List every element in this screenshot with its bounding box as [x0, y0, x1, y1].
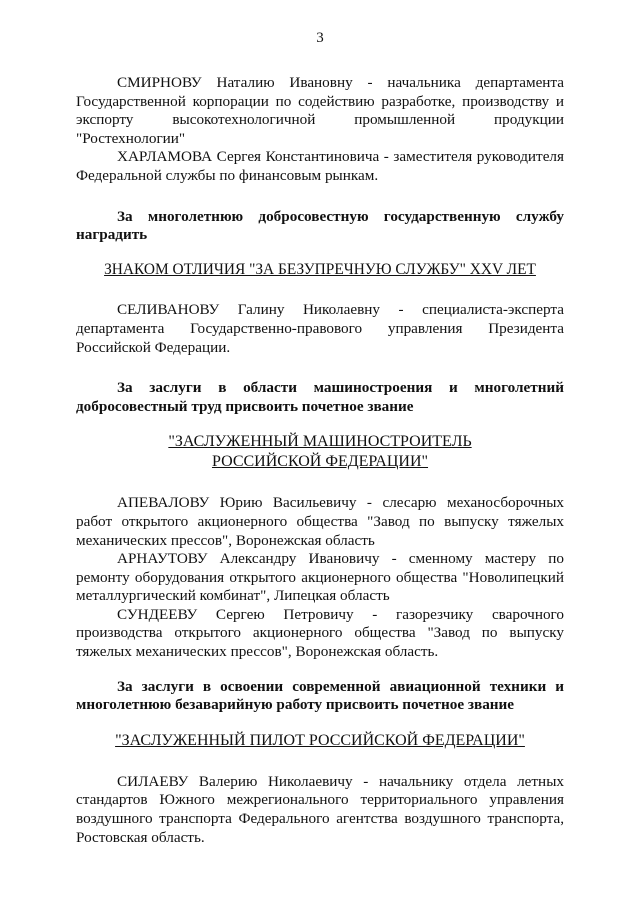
paragraph-sundeev: СУНДЕЕВУ Сергею Петровичу - газорезчику сварочного производства открытого акционерного общества "Завод по выпуску тяжелых механических прессов", Воронежская область. — [76, 605, 564, 661]
paragraph-smirnova: СМИРНОВУ Наталию Ивановну - начальника департамента Государственной корпорации по содействию разработке, производству и экспорту высокотехнологичной промышленной продукции "Ростехнологии" — [76, 74, 564, 147]
award-title-machine-builder-line2: РОССИЙСКОЙ ФЕДЕРАЦИИ" — [211, 453, 429, 471]
paragraph-apevalov: АПЕВАЛОВУ Юрию Васильевичу - слесарю механосборочных работ открытого акционерного общества "Завод по выпуску тяжелых механических прессов", Воронежская область — [76, 494, 564, 549]
document-body — [76, 74, 564, 847]
section-heading-state-service: За многолетнюю добросовестную государственную службу наградить — [76, 207, 564, 244]
paragraph-kharlamov: ХАРЛАМОВА Сергея Константиновича - заместителя руководителя Федеральной службы по финансовым рынкам. — [76, 148, 564, 184]
section-heading-machine-building: За заслуги в области машиностроения и многолетний добросовестный труд присвоить почетное звание — [76, 379, 564, 415]
section-heading-aviation: За заслуги в освоении современной авиационной техники и многолетнюю безаварийную работу присвоить почетное звание — [76, 677, 564, 714]
award-title-machine-builder-line1: "ЗАСЛУЖЕННЫЙ МАШИНОСТРОИТЕЛЬ — [168, 433, 472, 451]
page-number: 3 — [316, 30, 324, 46]
award-title-honored-pilot: "ЗАСЛУЖЕННЫЙ ПИЛОТ РОССИЙСКОЙ ФЕДЕРАЦИИ" — [115, 731, 525, 749]
paragraph-silaev: СИЛАЕВУ Валерию Николаевичу - начальнику отдела летных стандартов Южного межрегионального территориального управления воздушного транспорта Федерального агентства воздушного транспорта, Ростовская область. — [76, 772, 564, 846]
paragraph-selivanova: СЕЛИВАНОВУ Галину Николаевну - специалиста-эксперта департамента Государственно-правового управления Президента Российской Федерации. — [76, 301, 564, 356]
award-title-distinction-badge: ЗНАКОМ ОТЛИЧИЯ "ЗА БЕЗУПРЕЧНУЮ СЛУЖБУ" XXV ЛЕТ — [104, 260, 536, 278]
paragraph-arnautov: АРНАУТОВУ Александру Ивановичу - сменному мастеру по ремонту оборудования открытого акционерного общества "Новолипецкий металлургический комбинат", Липецкая область — [76, 550, 564, 605]
